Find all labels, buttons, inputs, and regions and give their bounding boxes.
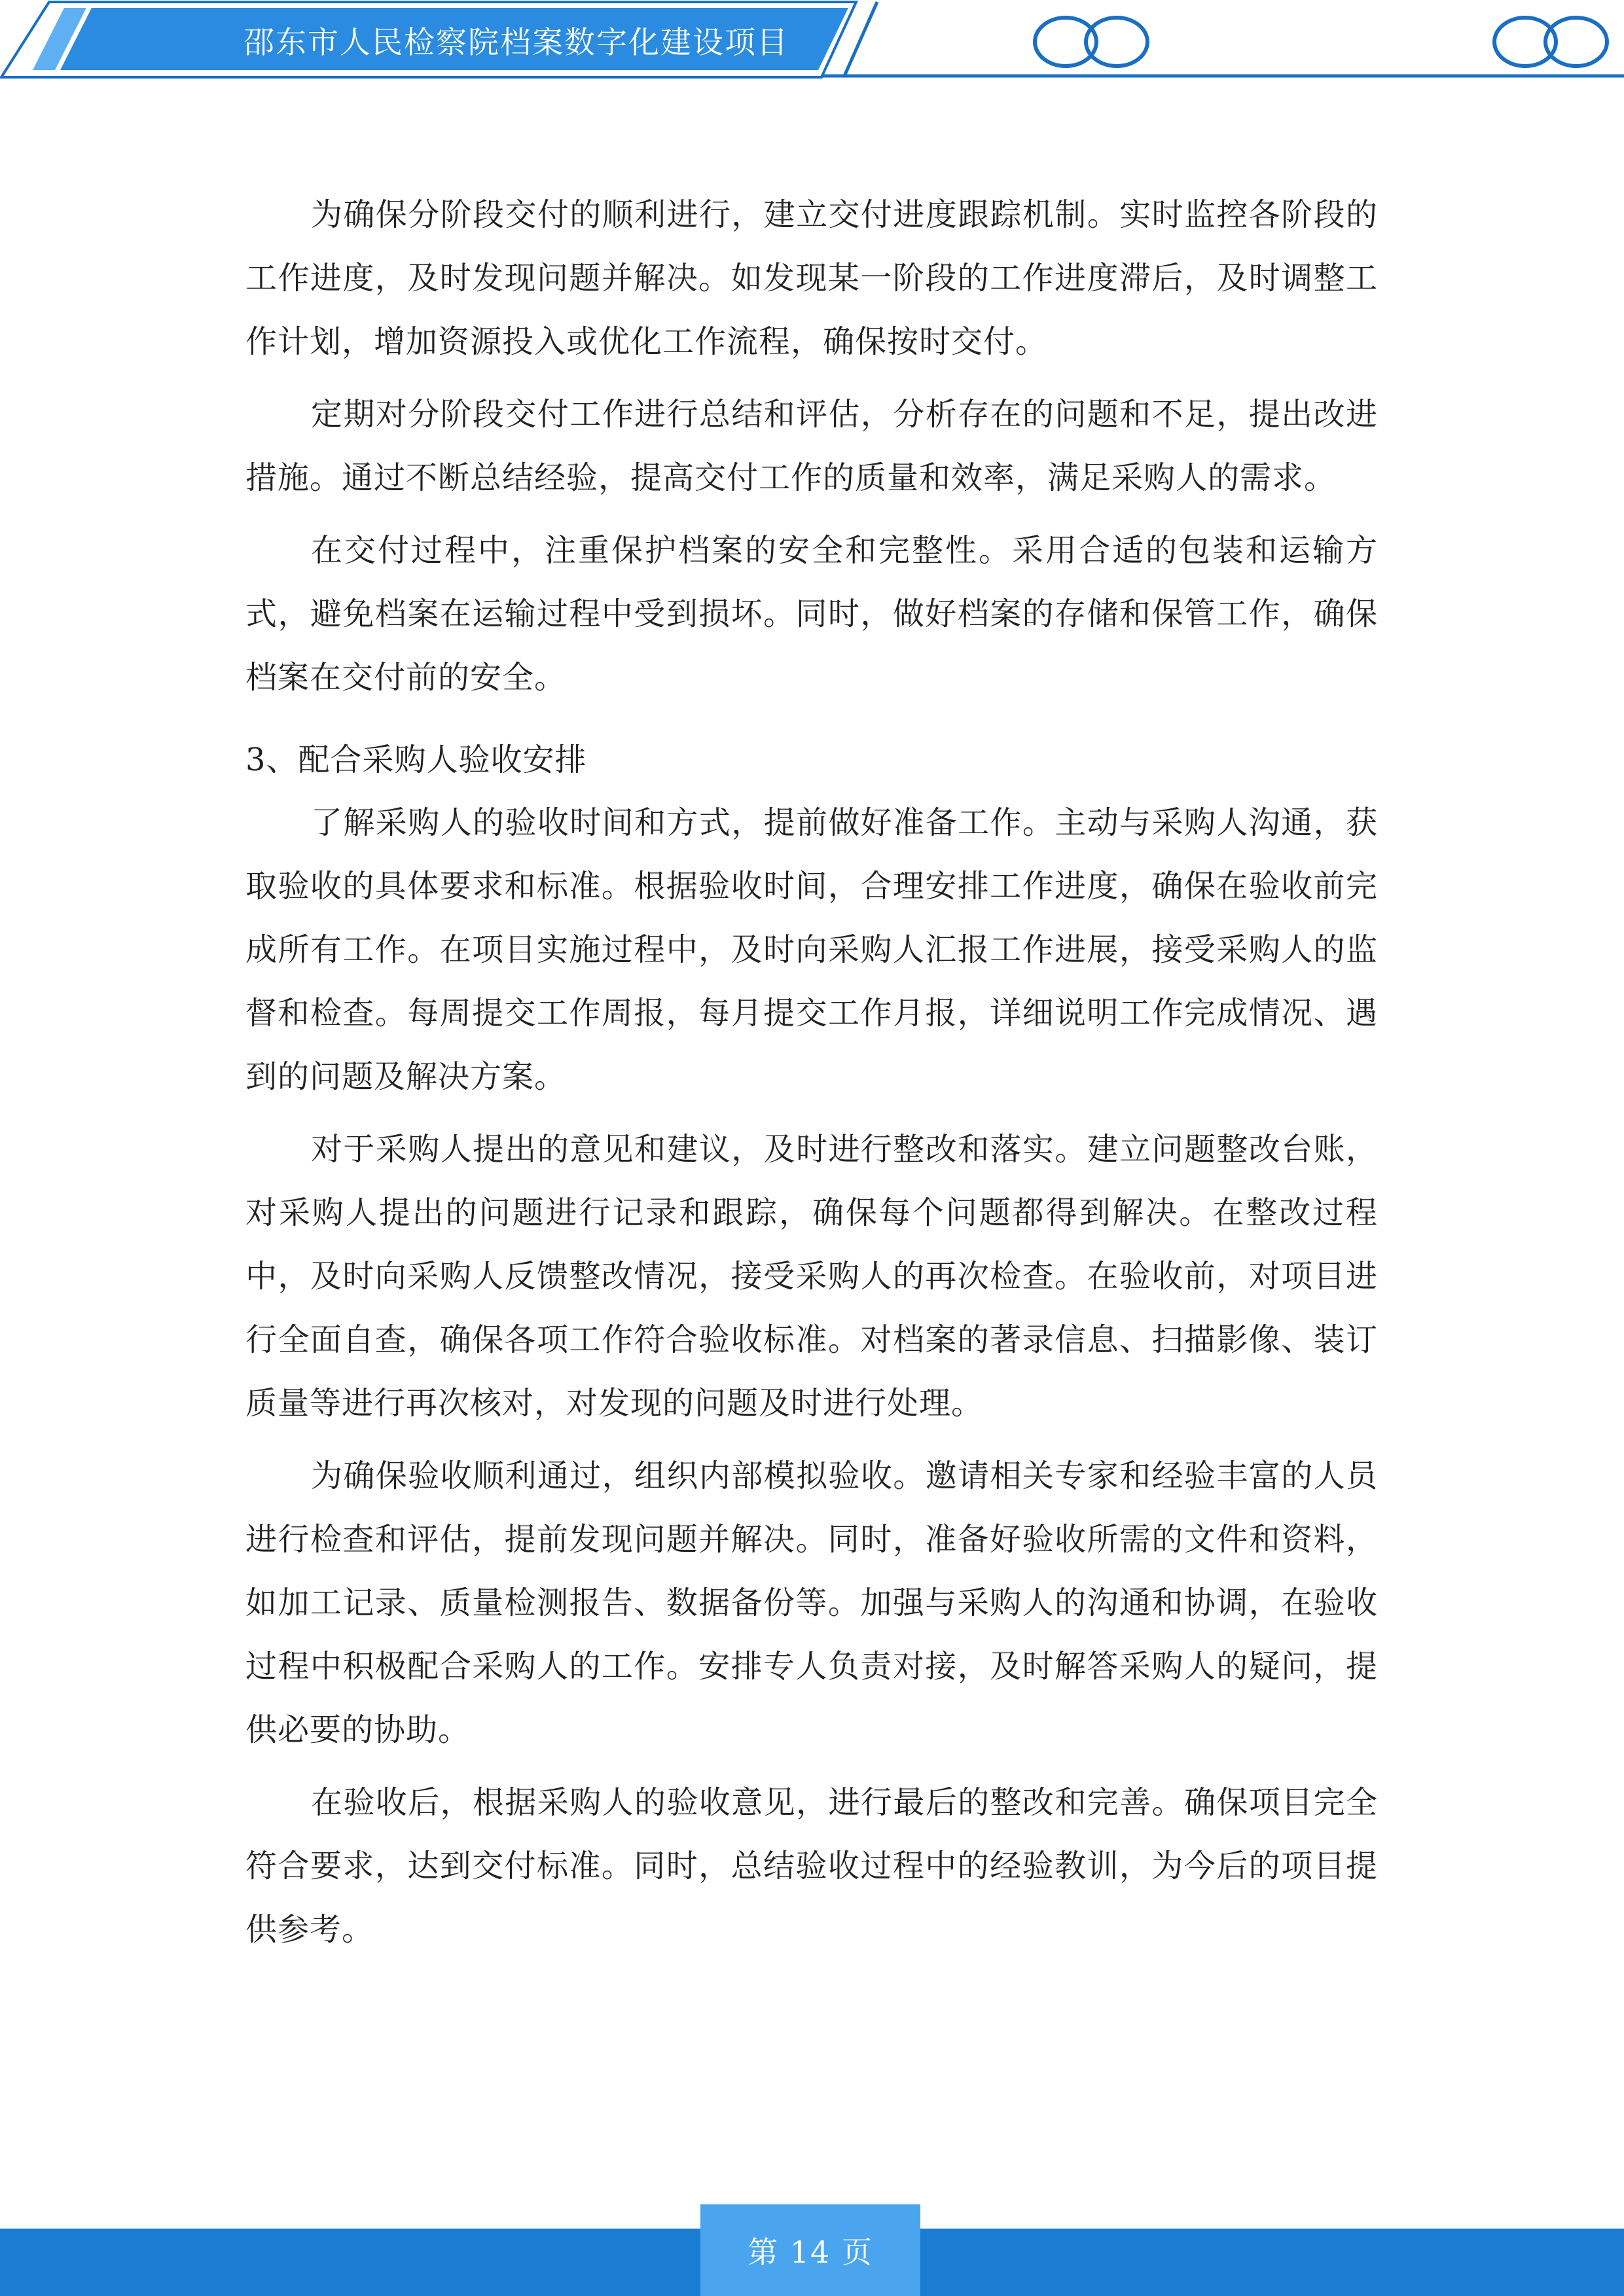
- section-heading: 3、配合采购人验收安排: [245, 742, 587, 778]
- document-body: [245, 183, 1378, 1971]
- page-number: 第 14 页: [748, 2234, 873, 2270]
- double-ring-logo-icon: [1494, 18, 1607, 66]
- body-paragraph: 为确保分阶段交付的顺利进行，建立交付进度跟踪机制。实时监控各阶段的工作进度，及时发现问题并解决。如发现某一阶段的工作进度滞后，及时调整工作计划，增加资源投入或优化工作流程，确保按时交付。: [245, 196, 1378, 360]
- header-slant-line: [844, 2, 877, 76]
- double-ring-logo-icon: [1035, 18, 1147, 66]
- body-paragraph: 在验收后，根据采购人的验收意见，进行最后的整改和完善。确保项目完全符合要求，达到交付标准。同时，总结验收过程中的经验教训，为今后的项目提供参考。: [245, 1784, 1378, 1948]
- body-paragraph: 为确保验收顺利通过，组织内部模拟验收。邀请相关专家和经验丰富的人员进行检查和评估，提前发现问题并解决。同时，准备好验收所需的文件和资料，如加工记录、质量检测报告、数据备份等。加强与采购人的沟通和协调，在验收过程中积极配合采购人的工作。安排专人负责对接，及时解答采购人的疑问，提供必要的协助。: [245, 1458, 1378, 1748]
- page-number-tab: [700, 2204, 920, 2296]
- body-paragraph: 定期对分阶段交付工作进行总结和评估，分析存在的问题和不足，提出改进措施。通过不断总结经验，提高交付工作的质量和效率，满足采购人的需求。: [245, 396, 1378, 496]
- body-paragraph: 对于采购人提出的意见和建议，及时进行整改和落实。建立问题整改台账，对采购人提出的问题进行记录和跟踪，确保每个问题都得到解决。在整改过程中，及时向采购人反馈整改情况，接受采购人的再次检查。在验收前，对项目进行全面自查，确保各项工作符合验收标准。对档案的著录信息、扫描影像、装订质量等进行再次核对，对发现的问题及时进行处理。: [245, 1131, 1378, 1422]
- document-header-title: 邵东市人民检察院档案数字化建设项目: [244, 25, 789, 61]
- body-paragraph: 在交付过程中，注重保护档案的安全和完整性。采用合适的包装和运输方式，避免档案在运输过程中受到损坏。同时，做好档案的存储和保管工作，确保档案在交付前的安全。: [245, 532, 1378, 696]
- body-paragraph: 了解采购人的验收时间和方式，提前做好准备工作。主动与采购人沟通，获取验收的具体要求和标准。根据验收时间，合理安排工作进度，确保在验收前完成所有工作。在项目实施过程中，及时向采购人汇报工作进展，接受采购人的监督和检查。每周提交工作周报，每月提交工作月报，详细说明工作完成情况、遇到的问题及解决方案。: [245, 804, 1378, 1095]
- page-header: [0, 0, 1624, 85]
